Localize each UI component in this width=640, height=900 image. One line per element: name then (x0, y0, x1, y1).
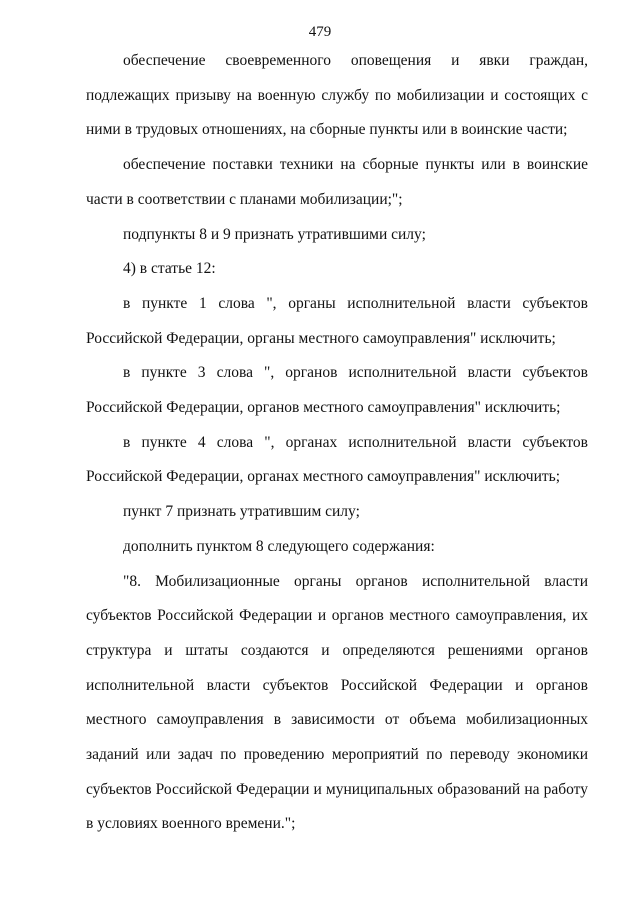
paragraph-notification: обеспечение своевременного оповещения и явки граждан, подлежащих призыву на военную службу по мобилизации и состоящих с ними в трудовых отношениях, на сборные пункты или в воинские части; (86, 52, 588, 139)
page-number: 479 (308, 24, 332, 40)
paragraph-item-8-text: "8. Мобилизационные органы органов исполнительной власти субъектов Российской Федерации и органов местного самоуправления, их структура и штаты создаются и определяются решениями органов исполнительной власти субъектов Российской Федерации и органов местного самоуправления в зависимости от объема мобилизационных заданий или задач по проведению мероприятий по переводу экономики субъектов Российской Федерации и муниципальных образований на работу в условиях военного времени."; (86, 572, 588, 833)
paragraph-item-4: в пункте 4 слова ", органах исполнительной власти субъектов Российской Федерации, органах местного самоуправления" исключить; (86, 433, 588, 486)
paragraph-item-7: пункт 7 признать утратившим силу; (123, 503, 360, 521)
paragraph-add-item-8: дополнить пунктом 8 следующего содержания: (123, 537, 435, 555)
paragraph-item-1: в пункте 1 слова ", органы исполнительной власти субъектов Российской Федерации, органы местного самоуправления" исключить; (86, 294, 588, 347)
paragraph-item-3: в пункте 3 слова ", органов исполнительной власти субъектов Российской Федерации, органов местного самоуправления" исключить; (86, 364, 588, 417)
paragraph-equipment-supply: обеспечение поставки техники на сборные пункты или в воинские части в соответствии с планами мобилизации;"; (86, 156, 588, 208)
paragraph-article-12: 4) в статье 12: (123, 260, 216, 278)
paragraph-subitems-8-9: подпункты 8 и 9 признать утратившими силу; (123, 225, 426, 243)
document-body (86, 44, 588, 842)
